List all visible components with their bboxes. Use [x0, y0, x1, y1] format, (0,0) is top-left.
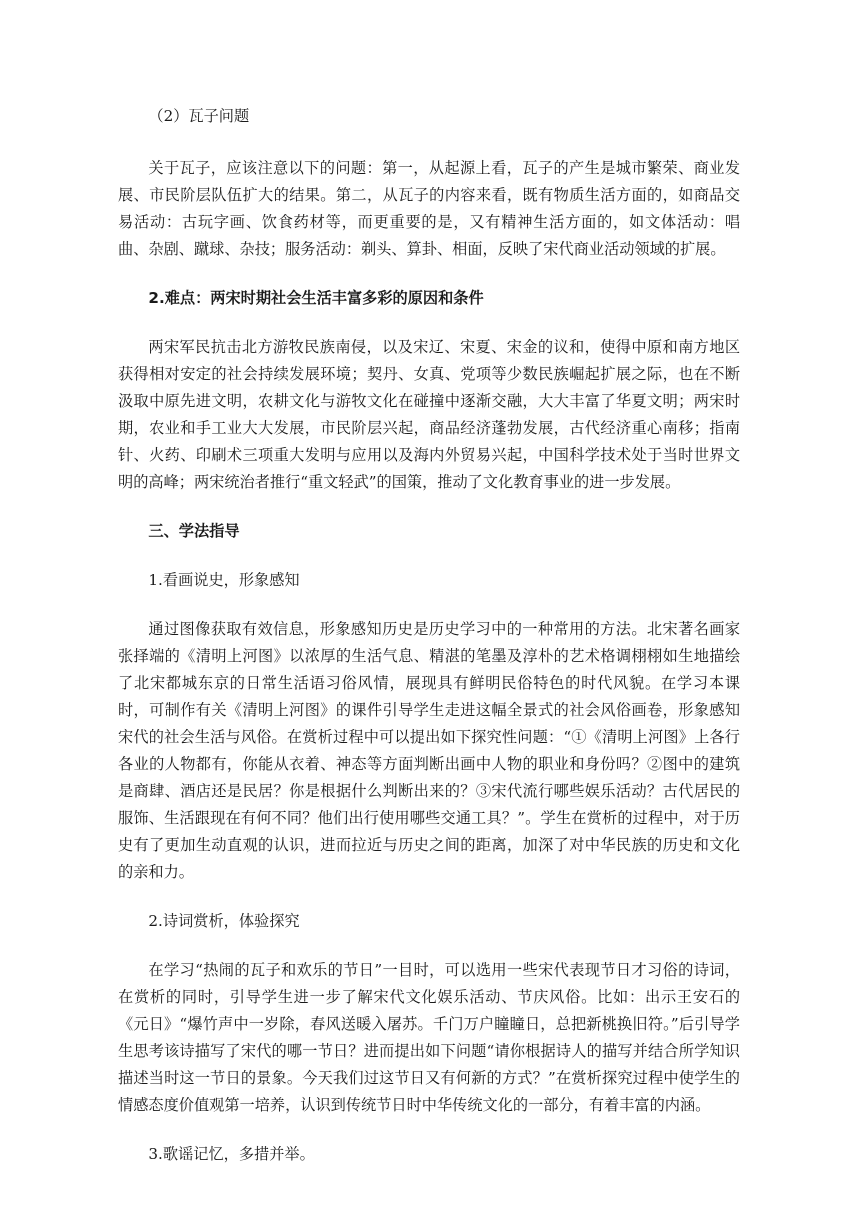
paragraph-difficulty: 两宋军民抗击北方游牧民族南侵，以及宋辽、宋夏、宋金的议和，使得中原和南方地区获得相对安定的社会持续发展环境；契丹、女真、党项等少数民族崛起扩展之际，也在不断汲取中原先进文明，农耕文化与游牧文化在碰撞中逐渐交融，大大丰富了华夏文明；两宋时期，农业和手工业大大发展，市民阶层兴起，商品经济蓬勃发展，古代经济重心南移；指南针、火药、印刷术三项重大发明与应用以及海内外贸易兴起，中国科学技术处于当时世界文明的高峰；两宋统治者推行“重文轻武”的国策，推动了文化教育事业的进一步发展。	[118, 338, 740, 491]
paragraph-method-2: 在学习“热闹的瓦子和欢乐的节日”一目时，可以选用一些宋代表现节日才习俗的诗词，在赏析的同时，引导学生进一步了解宋代文化娱乐活动、节庆风俗。比如：出示王安石的《元日》“爆竹声中一岁除，春风送暖入屠苏。千门万户瞳瞳日，总把新桃换旧符。”后引导学生思考该诗描写了宋代的哪一节日？进而提出如下问题“请你根据诗人的描写并结合所学知识描述当时这一节日的景象。今天我们过这节日又有何新的方式？”在赏析探究过程中使学生的情感态度价值观第一培养，认识到传统节日时中华传统文化的一部分，有着丰富的内涵。	[118, 961, 740, 1114]
heading-difficulty: 2.难点：两宋时期社会生活丰富多彩的原因和条件	[148, 289, 484, 307]
heading-method-3: 3.歌谣记忆，多措并举。	[148, 1145, 315, 1163]
paragraph-method-1: 通过图像获取有效信息，形象感知历史是历史学习中的一种常用的方法。北宋著名画家张择端的《清明上河图》以浓厚的生活气息、精湛的笔墨及淳朴的艺术格调栩栩如生地描绘了北宋都城东京的日常生活语习俗风情，展现具有鲜明民俗特色的时代风貌。在学习本课时，可制作有关《清明上河图》的课件引导学生走进这幅全景式的社会风俗画卷，形象感知宋代的社会生活与风俗。在赏析过程中可以提出如下探究性问题：“①《清明上河图》上各行各业的人物都有，你能从衣着、神态等方面判断出画中人物的职业和身份吗？②图中的建筑是商肆、酒店还是民居？你是根据什么判断出来的？③宋代流行哪些娱乐活动？古代居民的服饰、生活跟现在有何不同？他们出行使用哪些交通工具？”。学生在赏析的过程中，对于历史有了更加生动直观的认识，进而拉近与历史之间的距离，加深了对中华民族的历史和文化的亲和力。	[118, 620, 740, 881]
paragraph-wazi: 关于瓦子，应该注意以下的问题：第一，从起源上看，瓦子的产生是城市繁荣、商业发展、市民阶层队伍扩大的结果。第二，从瓦子的内容来看，既有物质生活方面的，如商品交易活动：古玩字画、饮食药材等，而更重要的是，又有精神生活方面的，如文体活动：唱曲、杂剧、蹴球、杂技；服务活动：剃头、算卦、相面，反映了宋代商业活动领域的扩展。	[118, 159, 740, 258]
heading-method: 三、学法指导	[148, 522, 240, 540]
heading-method-2: 2.诗词赏析，体验探究	[148, 912, 300, 930]
section-wazi-title: （2）瓦子问题	[148, 107, 250, 125]
heading-method-1: 1.看画说史，形象感知	[148, 571, 300, 589]
